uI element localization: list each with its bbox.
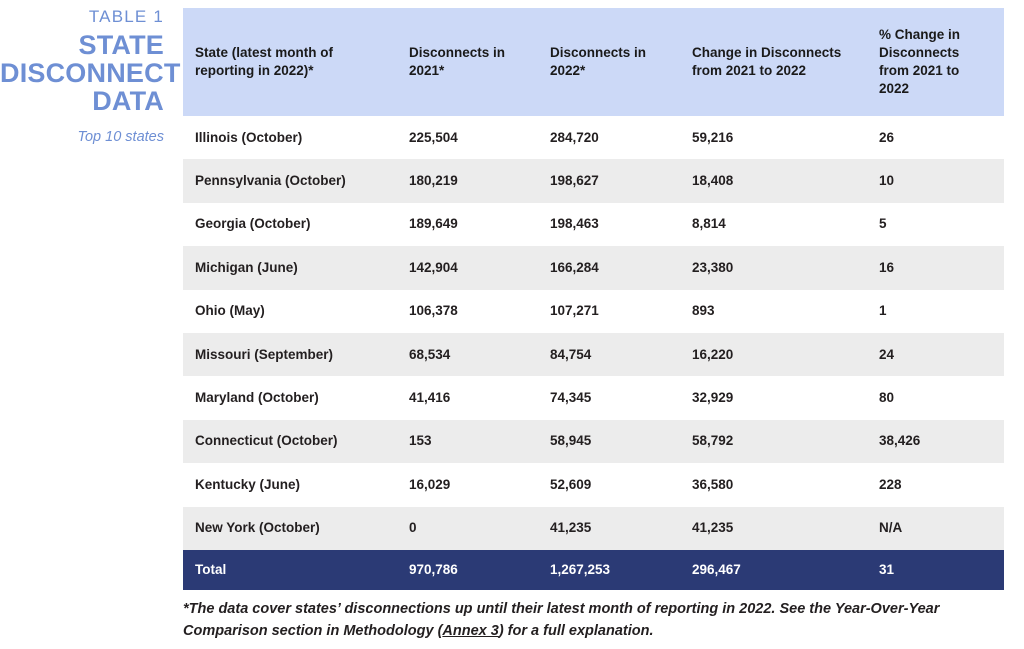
- table-row: [183, 463, 1004, 506]
- cell-disconnects-2021: 68,534: [397, 333, 538, 376]
- cell-percent-change: 1: [867, 290, 1004, 333]
- cell-state: Connecticut (October): [183, 420, 397, 463]
- cell-disconnects-2021: 153: [397, 420, 538, 463]
- table-row: [183, 376, 1004, 419]
- cell-state: Illinois (October): [183, 116, 397, 159]
- cell-disconnects-2022: 41,235: [538, 507, 680, 550]
- cell-state: Pennsylvania (October): [183, 159, 397, 202]
- table-row: [183, 203, 1004, 246]
- table-header: [183, 8, 1004, 116]
- table-row: [183, 420, 1004, 463]
- cell-disconnects-2022: 107,271: [538, 290, 680, 333]
- cell-total-disconnects-2022: 1,267,253: [538, 550, 680, 590]
- disconnect-data-table: [183, 8, 1004, 590]
- cell-percent-change: 16: [867, 246, 1004, 289]
- cell-total-change: 296,467: [680, 550, 867, 590]
- table-row: [183, 290, 1004, 333]
- cell-disconnects-2021: 180,219: [397, 159, 538, 202]
- cell-disconnects-2021: 16,029: [397, 463, 538, 506]
- table-row: [183, 246, 1004, 289]
- table-subtitle: Top 10 states: [77, 128, 164, 145]
- cell-disconnects-2022: 84,754: [538, 333, 680, 376]
- disconnect-data-table-container: [183, 8, 1004, 590]
- cell-change: 36,580: [680, 463, 867, 506]
- cell-disconnects-2021: 0: [397, 507, 538, 550]
- table-row: [183, 507, 1004, 550]
- cell-state: Ohio (May): [183, 290, 397, 333]
- cell-disconnects-2021: 106,378: [397, 290, 538, 333]
- cell-percent-change: 5: [867, 203, 1004, 246]
- cell-percent-change: 24: [867, 333, 1004, 376]
- cell-state: Kentucky (June): [183, 463, 397, 506]
- column-header-state: State (latest month of reporting in 2022)*: [183, 8, 397, 116]
- footnote-text-part1: *The data cover states’ disconnections up until their latest month of reporting in 2022. See the Year-Over-Year Comparison section in Methodology (: [183, 601, 940, 640]
- column-header-disconnects-2021: Disconnects in 2021*: [397, 8, 538, 116]
- cell-state: Georgia (October): [183, 203, 397, 246]
- cell-state: Maryland (October): [183, 376, 397, 419]
- table-kicker: TABLE 1: [88, 7, 164, 26]
- cell-state: Michigan (June): [183, 246, 397, 289]
- cell-change: 23,380: [680, 246, 867, 289]
- cell-change: 58,792: [680, 420, 867, 463]
- table-row: [183, 116, 1004, 159]
- annex-3-link[interactable]: Annex 3: [442, 623, 499, 640]
- table-label-block: [0, 7, 181, 145]
- cell-percent-change: 38,426: [867, 420, 1004, 463]
- cell-disconnects-2022: 58,945: [538, 420, 680, 463]
- cell-total-label: Total: [183, 550, 397, 590]
- cell-disconnects-2022: 166,284: [538, 246, 680, 289]
- cell-disconnects-2021: 225,504: [397, 116, 538, 159]
- column-header-change: Change in Disconnects from 2021 to 2022: [680, 8, 867, 116]
- cell-disconnects-2022: 284,720: [538, 116, 680, 159]
- cell-change: 8,814: [680, 203, 867, 246]
- table-row: [183, 159, 1004, 202]
- table-row: [183, 333, 1004, 376]
- cell-total-disconnects-2021: 970,786: [397, 550, 538, 590]
- cell-disconnects-2022: 198,463: [538, 203, 680, 246]
- cell-change: 16,220: [680, 333, 867, 376]
- cell-percent-change: N/A: [867, 507, 1004, 550]
- table-footnote: [183, 598, 995, 643]
- cell-state: Missouri (September): [183, 333, 397, 376]
- cell-disconnects-2021: 142,904: [397, 246, 538, 289]
- table-body: [183, 116, 1004, 590]
- cell-disconnects-2021: 189,649: [397, 203, 538, 246]
- column-header-percent-change: % Change in Disconnects from 2021 to 2022: [867, 8, 1004, 116]
- cell-percent-change: 80: [867, 376, 1004, 419]
- cell-change: 41,235: [680, 507, 867, 550]
- cell-change: 59,216: [680, 116, 867, 159]
- table-total-row: [183, 550, 1004, 590]
- cell-percent-change: 10: [867, 159, 1004, 202]
- cell-disconnects-2022: 198,627: [538, 159, 680, 202]
- cell-change: 18,408: [680, 159, 867, 202]
- cell-change: 32,929: [680, 376, 867, 419]
- footnote-text-part2: ) for a full explanation.: [498, 623, 654, 640]
- cell-change: 893: [680, 290, 867, 333]
- cell-disconnects-2021: 41,416: [397, 376, 538, 419]
- column-header-disconnects-2022: Disconnects in 2022*: [538, 8, 680, 116]
- cell-disconnects-2022: 52,609: [538, 463, 680, 506]
- cell-total-percent-change: 31: [867, 550, 1004, 590]
- cell-percent-change: 26: [867, 116, 1004, 159]
- cell-disconnects-2022: 74,345: [538, 376, 680, 419]
- cell-percent-change: 228: [867, 463, 1004, 506]
- page-title: STATE DISCONNECT DATA: [0, 29, 181, 116]
- cell-state: New York (October): [183, 507, 397, 550]
- table-header-row: [183, 8, 1004, 116]
